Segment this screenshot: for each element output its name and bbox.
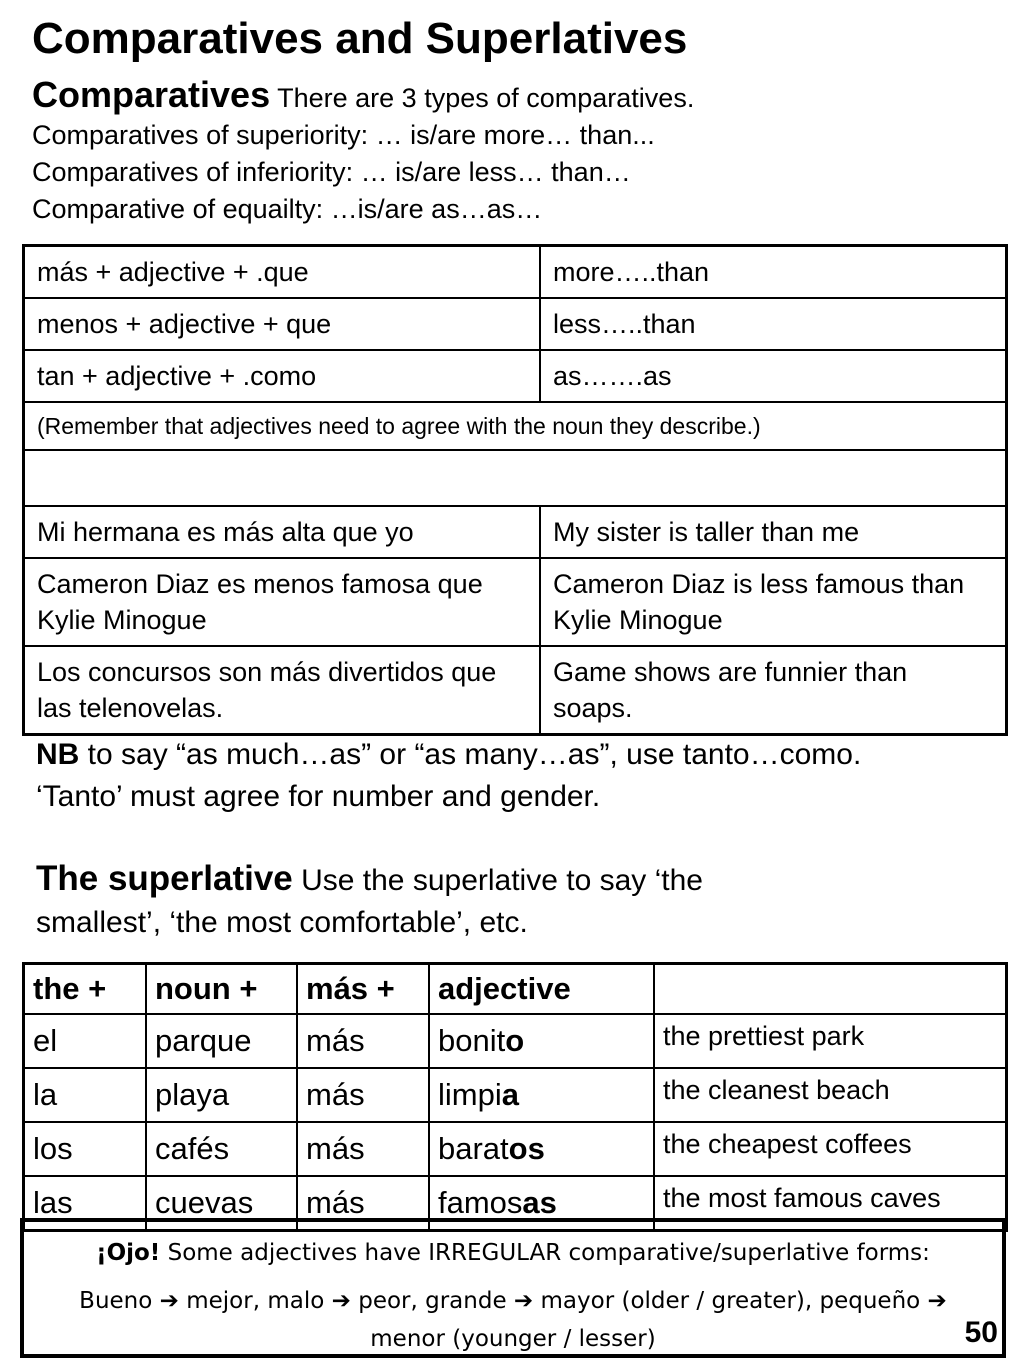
table-cell: Mi hermana es más alta que yo (24, 506, 541, 558)
table-cell: el (24, 1014, 147, 1068)
adjective-ending: os (508, 1131, 545, 1166)
irregular-base: malo (267, 1288, 325, 1314)
irregular-forms-box (20, 1218, 1006, 1358)
table-cell: las (24, 1176, 147, 1231)
superlative-line-2: smallest’, ‘the most comfortable’, etc. (36, 906, 528, 939)
intro-line-inferiority: Comparatives of inferiority: … is/are less… than… (32, 157, 631, 187)
table-header-row (24, 964, 1007, 1015)
superlative-text: Use the superlative to say ‘the (292, 864, 703, 897)
table-cell: Cameron Diaz is less famous than Kylie Minogue (540, 558, 1007, 646)
comparatives-heading: Comparatives (32, 74, 271, 115)
table-cell: the cheapest coffees (654, 1122, 1007, 1176)
ojo-text: Some adjectives have IRREGULAR comparative/superlative forms: (160, 1240, 930, 1266)
header-cell: the + (24, 964, 147, 1015)
ojo-line-3 (24, 1320, 1002, 1358)
table-row (24, 646, 1007, 735)
table-row (24, 350, 1007, 402)
table-cell: menos + adjective + que (24, 298, 541, 350)
table-cell: más (297, 1014, 429, 1068)
table-cell: Los concursos son más divertidos que las telenovelas. (24, 646, 541, 735)
irregular-form: mejor, (186, 1288, 261, 1314)
irregular-form: menor (younger / lesser) (370, 1326, 656, 1352)
arrow-icon: ➔ (159, 1288, 179, 1314)
table-cell: the cleanest beach (654, 1068, 1007, 1122)
adjective-ending: a (501, 1077, 519, 1112)
table-row (24, 246, 1007, 299)
header-cell: más + (297, 964, 429, 1015)
empty-cell (24, 450, 1007, 506)
table-cell: less…..than (540, 298, 1007, 350)
superlative-table (22, 962, 1008, 1232)
irregular-forms-text (24, 1234, 1002, 1358)
table-cell: as…….as (540, 350, 1007, 402)
arrow-icon: ➔ (927, 1288, 947, 1314)
ojo-label: ¡Ojo! (96, 1240, 161, 1266)
table-cell: más + adjective + .que (24, 246, 541, 299)
adjective-ending: as (522, 1185, 557, 1220)
table-cell: cafés (146, 1122, 297, 1176)
intro-text: There are 3 types of comparatives. (270, 83, 695, 113)
table-row (24, 558, 1007, 646)
table-cell: playa (146, 1068, 297, 1122)
header-cell: noun + (146, 964, 297, 1015)
nb-note (36, 734, 861, 818)
irregular-base: pequeño (819, 1288, 921, 1314)
table-cell: Cameron Diaz es menos famosa que Kylie Minogue (24, 558, 541, 646)
adjective-stem: famos (438, 1185, 523, 1220)
table-cell: cuevas (146, 1176, 297, 1231)
arrow-icon: ➔ (513, 1288, 534, 1314)
irregular-base: grande (425, 1288, 507, 1314)
intro-line-equality: Comparative of equailty: …is/are as…as… (32, 194, 543, 224)
adjective-stem: limpi (438, 1077, 502, 1112)
table-cell (429, 1068, 654, 1122)
table-cell: the prettiest park (654, 1014, 1007, 1068)
intro-first-line (32, 76, 694, 117)
irregular-base: Bueno (79, 1288, 153, 1314)
table-cell: los (24, 1122, 147, 1176)
table-row (24, 450, 1007, 506)
irregular-form: mayor (older / greater), (540, 1288, 813, 1314)
table-cell: la (24, 1068, 147, 1122)
table-row (24, 402, 1007, 450)
table-cell: My sister is taller than me (540, 506, 1007, 558)
agreement-note: (Remember that adjectives need to agree with the noun they describe.) (24, 402, 1007, 450)
adjective-ending: o (505, 1023, 525, 1058)
arrow-icon: ➔ (331, 1288, 351, 1314)
adjective-stem: bonit (438, 1023, 506, 1058)
table-cell: tan + adjective + .como (24, 350, 541, 402)
page-number: 50 (964, 1316, 998, 1349)
table-row (24, 1068, 1007, 1122)
header-cell (654, 964, 1007, 1015)
table-cell: more…..than (540, 246, 1007, 299)
table-row (24, 298, 1007, 350)
ojo-line-2 (24, 1282, 1002, 1320)
comparatives-table (22, 244, 1008, 736)
superlative-line-1 (36, 858, 703, 902)
table-cell: más (297, 1068, 429, 1122)
table-cell: the most famous caves (654, 1176, 1007, 1231)
table-cell: Game shows are funnier than soaps. (540, 646, 1007, 735)
table-cell: más (297, 1176, 429, 1231)
table-cell (429, 1122, 654, 1176)
table-cell: parque (146, 1014, 297, 1068)
table-row (24, 506, 1007, 558)
table-cell (429, 1014, 654, 1068)
table-row (24, 1122, 1007, 1176)
intro-section (32, 76, 694, 228)
nb-line-2: ‘Tanto’ must agree for number and gender. (36, 780, 601, 813)
irregular-form: peor, (358, 1288, 418, 1314)
nb-text: to say “as much…as” or “as many…as”, use tanto…como. (79, 738, 862, 771)
table-row (24, 1014, 1007, 1068)
nb-line-1 (36, 734, 861, 776)
header-cell: adjective (429, 964, 654, 1015)
intro-line-superiority: Comparatives of superiority: … is/are more… than... (32, 120, 655, 150)
superlative-intro (36, 858, 703, 944)
ojo-line-1 (24, 1234, 1002, 1272)
superlative-heading: The superlative (36, 859, 293, 898)
adjective-stem: barat (438, 1131, 509, 1166)
page-title: Comparatives and Superlatives (32, 14, 688, 63)
nb-label: NB (36, 738, 80, 771)
table-cell: más (297, 1122, 429, 1176)
